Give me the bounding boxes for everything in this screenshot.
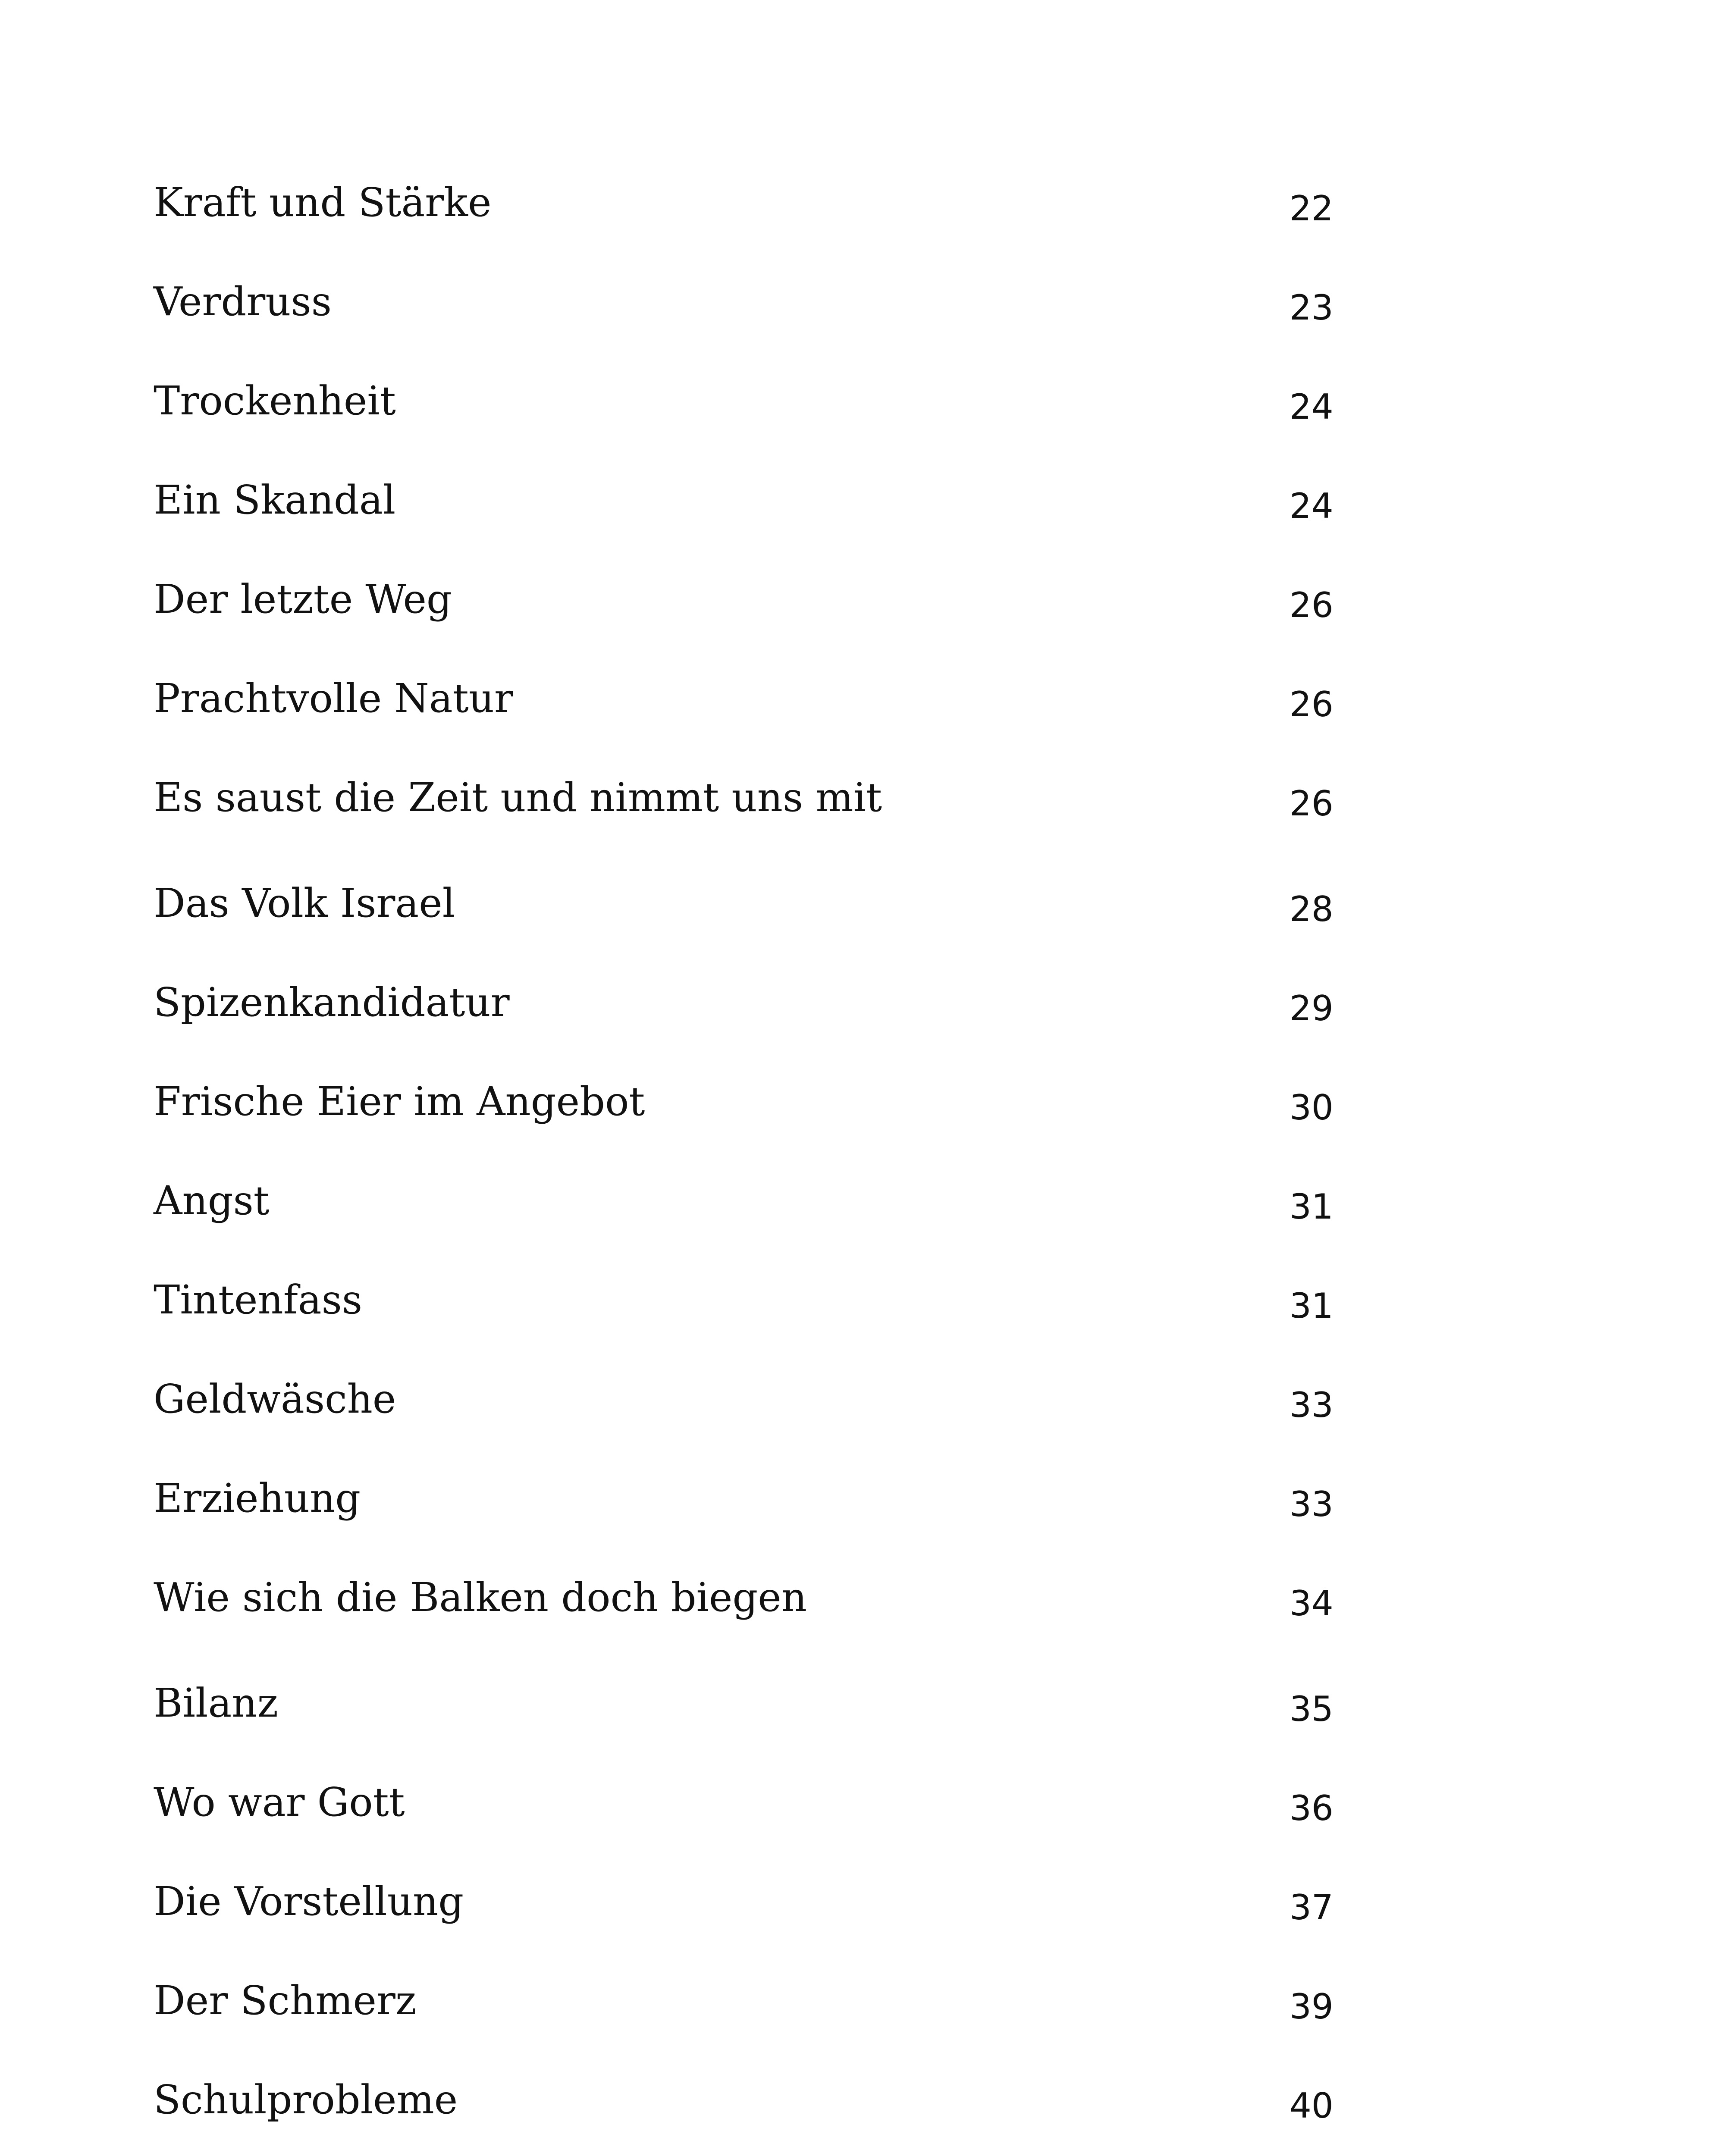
toc-entry (0, 375, 1732, 461)
toc-entry-title: Wie sich die Balken doch biegen (154, 1574, 807, 1620)
toc-entry (0, 1876, 1732, 1962)
toc-entry-page: 31 (1290, 1286, 1334, 1326)
toc-entry (0, 877, 1732, 964)
toc-entry (0, 1677, 1732, 1764)
toc-entry-page: 26 (1290, 684, 1334, 724)
toc-entry-page: 30 (1290, 1087, 1334, 1128)
toc-entry-page: 26 (1290, 585, 1334, 625)
toc-entry-page: 28 (1290, 889, 1334, 929)
toc-entry (0, 276, 1732, 362)
toc-entry-page: 29 (1290, 988, 1334, 1028)
toc-entry-title: Schulprobleme (154, 2077, 458, 2123)
toc-entry-title: Erziehung (154, 1475, 361, 1521)
toc-entry-title: Tintenfass (154, 1277, 363, 1323)
toc-entry (0, 2074, 1732, 2156)
toc-entry-title: Verdruss (154, 279, 332, 325)
toc-entry (0, 1373, 1732, 1460)
toc-entry-title: Bilanz (154, 1680, 279, 1726)
toc-entry-title: Angst (154, 1178, 270, 1224)
toc-entry (0, 1473, 1732, 1559)
toc-entry-page: 40 (1290, 2086, 1334, 2126)
toc-entry (0, 1777, 1732, 1863)
toc-entry-title: Geldwäsche (154, 1376, 396, 1422)
toc-entry-page: 34 (1290, 1583, 1334, 1623)
toc-entry (0, 474, 1732, 561)
toc-entry-page: 24 (1290, 387, 1334, 427)
toc-entry-page: 37 (1290, 1887, 1334, 1927)
toc-entry-page: 26 (1290, 783, 1334, 824)
toc-entry (0, 673, 1732, 759)
toc-entry (0, 1076, 1732, 1162)
toc-entry (0, 1975, 1732, 2061)
toc-entry-title: Der letzte Weg (154, 576, 452, 622)
toc-entry-title: Das Volk Israel (154, 880, 455, 926)
toc-entry-title: Wo war Gott (154, 1779, 405, 1825)
toc-entry-page: 31 (1290, 1187, 1334, 1227)
toc-entry-page: 35 (1290, 1689, 1334, 1729)
toc-entry-page: 36 (1290, 1788, 1334, 1828)
toc-entry (0, 772, 1732, 858)
toc-entry-page: 24 (1290, 486, 1334, 526)
toc-entry-title: Es saust die Zeit und nimmt uns mit (154, 774, 882, 821)
toc-entry-page: 33 (1290, 1385, 1334, 1425)
toc-entry (0, 1572, 1732, 1658)
toc-entry (0, 1175, 1732, 1261)
toc-entry (0, 1274, 1732, 1360)
toc-entry-page: 23 (1290, 288, 1334, 328)
toc-entry-title: Spizenkandidatur (154, 979, 510, 1025)
toc-entry (0, 977, 1732, 1063)
toc-entry-page: 33 (1290, 1484, 1334, 1524)
toc-entry-title: Die Vorstellung (154, 1878, 464, 1924)
toc-entry-title: Trockenheit (154, 378, 396, 424)
toc-entry-title: Ein Skandal (154, 477, 396, 523)
toc-entry-title: Kraft und Stärke (154, 179, 492, 226)
toc-entry-page: 39 (1290, 1987, 1334, 2027)
toc-entry-page: 22 (1290, 188, 1334, 229)
toc-entry-title: Prachtvolle Natur (154, 675, 513, 721)
toc-entry-title: Der Schmerz (154, 1977, 417, 2024)
toc-entry (0, 573, 1732, 660)
toc-entry (0, 177, 1732, 263)
toc-entry-title: Frische Eier im Angebot (154, 1078, 645, 1125)
